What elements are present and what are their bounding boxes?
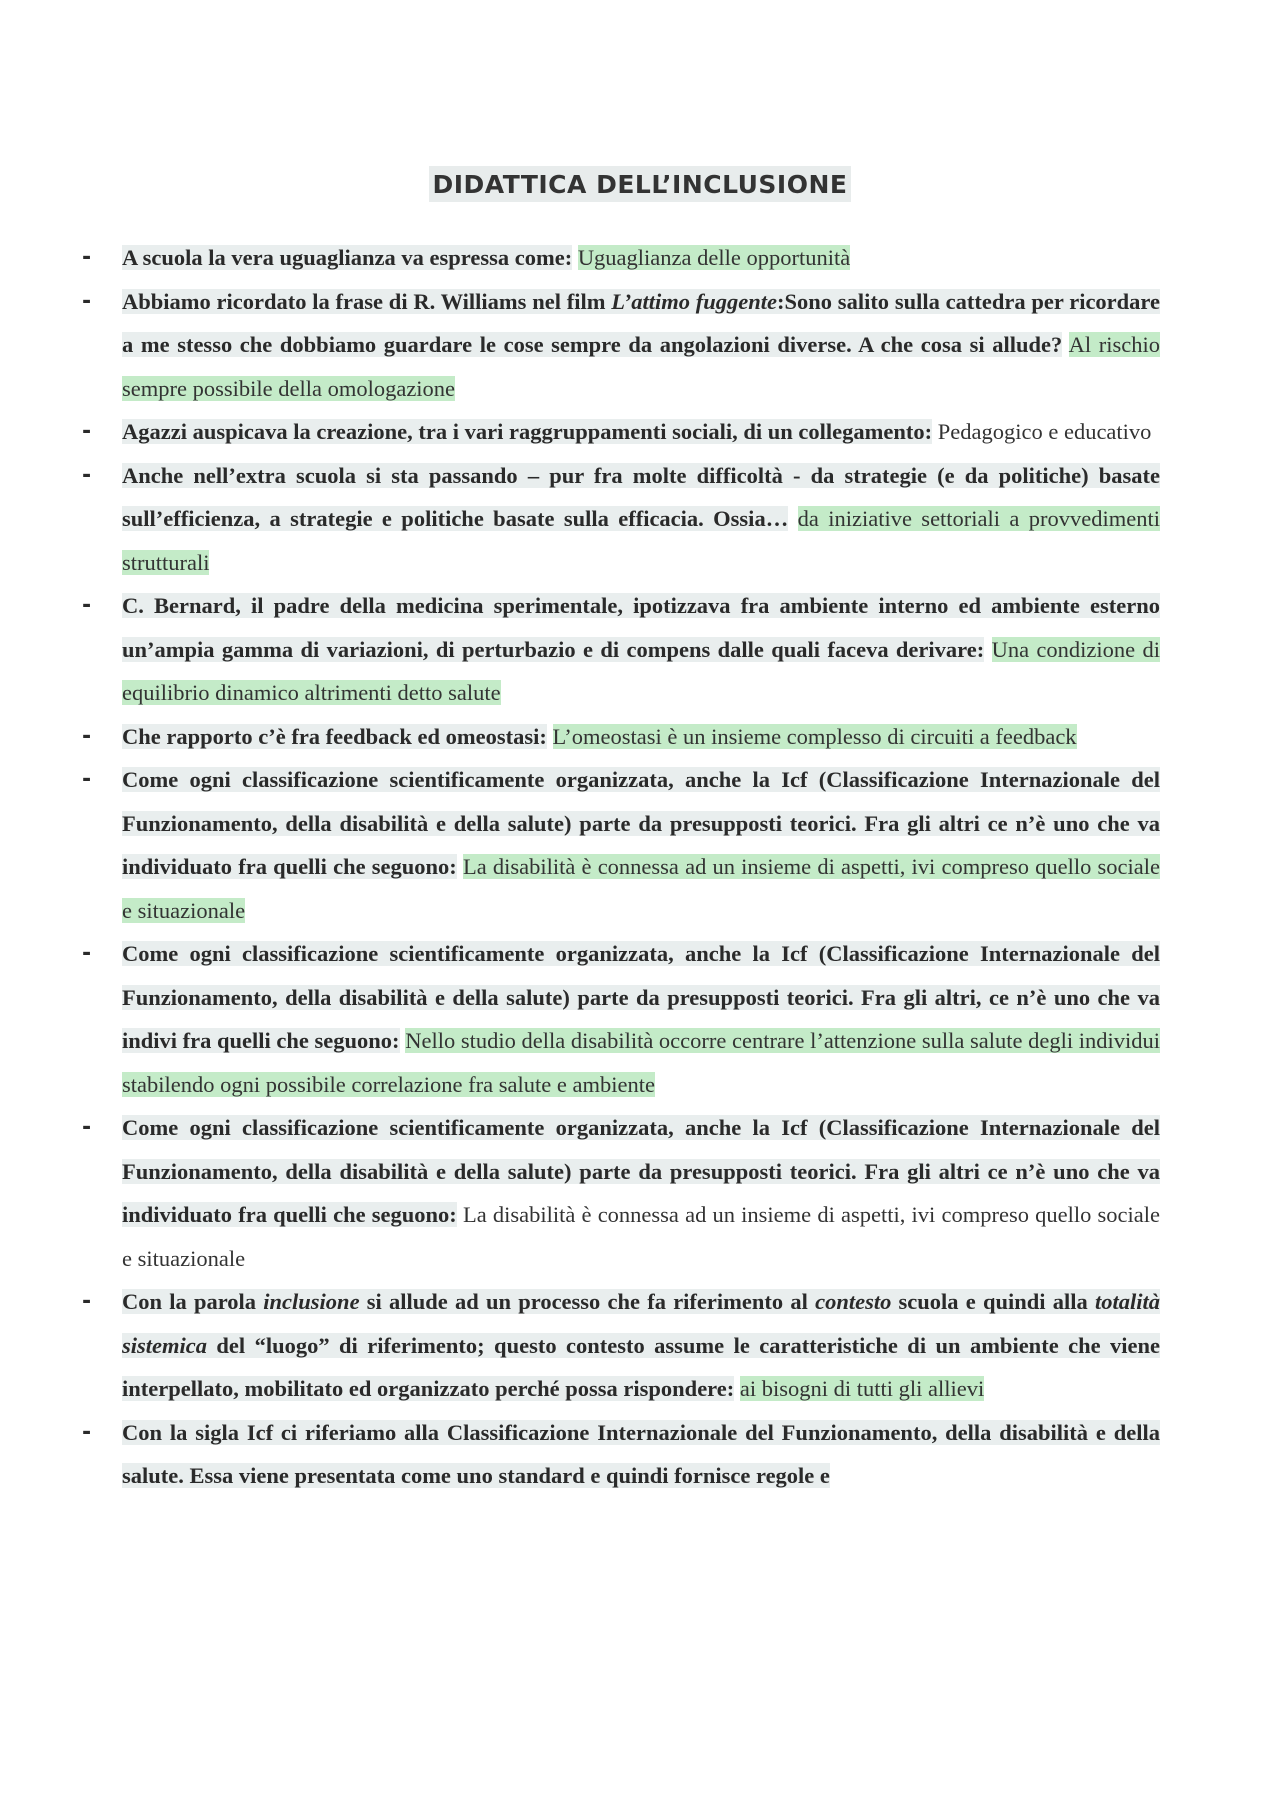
question-text: Che rapporto c’è fra feedback ed omeostasi: <box>122 723 547 749</box>
question-text: Come ogni classificazione scientificamente organizzata, anche la Icf (Classificazione Internazionale del Funzionamento, della disabilità e della salute) parte da presupposti teorici. Fra gli altri ce n’è uno che va individuato fra quelli che seguono: <box>122 767 1160 879</box>
film-title: L’attimo fuggente <box>611 288 778 314</box>
answer-text: L’omeostasi è un insieme complesso di circuiti a feedback <box>552 723 1077 749</box>
emphasis-term: inclusione <box>263 1289 360 1314</box>
answer-text: da iniziative settoriali a provvedimenti strutturali <box>122 506 1161 575</box>
answer-text: Nello studio della disabilità occorre centrare l’attenzione sulla salute degli individui stabilendo ogni possibile correlazione fra salute e ambiente <box>122 1028 1161 1097</box>
bullet-dash: - <box>82 419 92 444</box>
question-text: Come ogni classificazione scientificamente organizzata, anche la Icf (Classificazione Internazionale del Funzionamento, della disabilità e della salute) parte da presupposti teorici. Fra gli altri, ce n’è uno che va indivi fra quelli che seguono: <box>122 941 1160 1053</box>
list-item <box>0 236 1160 280</box>
bullet-dash: - <box>82 462 92 488</box>
answer-text: Pedagogico e educativo <box>937 419 1152 444</box>
bullet-dash: - <box>82 1419 92 1445</box>
bullet-dash: - <box>82 593 92 618</box>
question-part: Con la parola <box>122 1289 264 1314</box>
list-item <box>0 1106 1160 1280</box>
question-text: Come ogni classificazione scientificamente organizzata, anche la Icf (Classificazione Internazionale del Funzionamento, della disabilità e della salute) parte da presupposti teorici. Fra gli altri ce n’è uno che va individuato fra quelli che seguono: <box>122 1115 1160 1227</box>
answer-text: Uguaglianza delle opportunità <box>577 245 851 270</box>
list-item <box>0 932 1160 1106</box>
list-item <box>0 410 1160 454</box>
list-item <box>0 454 1160 585</box>
bullet-dash: - <box>82 288 92 314</box>
title-container <box>0 166 1280 202</box>
list-item <box>0 584 1160 715</box>
list-item <box>0 715 1160 759</box>
answer-text: La disabilità è connessa ad un insieme di aspetti, ivi compreso quello sociale e situazionale <box>122 1202 1161 1271</box>
question-part: del “luogo” di riferimento; questo contesto assume le caratteristiche di un ambiente che viene interpellato, mobilitato ed organizzato perché possa rispondere: <box>122 1332 1160 1401</box>
answer-text: Al rischio sempre possibile della omologazione <box>122 332 1160 401</box>
question-part: scuola e quindi alla <box>891 1289 1095 1314</box>
question-text: Con la sigla Icf ci riferiamo alla Classificazione Internazionale del Funzionamento, della disabilità e della salute. Essa viene presentata come uno standard e quindi fornisce regole e <box>122 1419 1160 1488</box>
question-text <box>122 1289 1160 1401</box>
list-item <box>0 758 1160 932</box>
list-item <box>0 280 1160 411</box>
answer-text: ai bisogni di tutti gli allievi <box>739 1376 985 1401</box>
question-text <box>122 289 1160 358</box>
question-text: Agazzi auspicava la creazione, tra i vari raggruppamenti sociali, di un collegamento: <box>122 419 933 444</box>
bullet-dash: - <box>82 941 92 966</box>
question-text: A scuola la vera uguaglianza va espressa come: <box>122 245 573 270</box>
question-part: si allude ad un processo che fa riferimento al <box>359 1289 816 1314</box>
bullet-dash: - <box>82 1115 92 1140</box>
bullet-dash: - <box>82 723 92 749</box>
emphasis-term: contesto <box>815 1289 892 1314</box>
question-text: Anche nell’extra scuola si sta passando – pur fra molte difficoltà - da strategie (e da politiche) basate sull’efficienza, a strategie e politiche basate sulla efficacia. Ossia… <box>122 462 1160 531</box>
answer-text: La disabilità è connessa ad un insieme di aspetti, ivi compreso quello sociale e situazionale <box>122 854 1161 923</box>
list-item <box>0 1280 1160 1411</box>
document-title: DIDATTICA DELL’INCLUSIONE <box>429 166 850 202</box>
list-item <box>0 1411 1160 1498</box>
question-list <box>0 236 1280 1498</box>
question-text: C. Bernard, il padre della medicina sperimentale, ipotizzava fra ambiente interno ed ambiente esterno un’ampia gamma di variazioni, di perturbazio e di compens dalle quali faceva derivare: <box>122 593 1160 662</box>
bullet-dash: - <box>82 767 92 792</box>
question-part: Abbiamo ricordato la frase di R. Williams nel film <box>122 288 612 314</box>
question-part: :Sono salito sulla cattedra per ricordare a me stesso che dobbiamo guardare le cose sempre da angolazioni diverse. A che cosa si allude? <box>122 288 1161 357</box>
emphasis-term: totalità sistemica <box>122 1289 1160 1358</box>
bullet-dash: - <box>82 1289 92 1314</box>
answer-text: Una condizione di equilibrio dinamico altrimenti detto salute <box>122 636 1161 705</box>
bullet-dash: - <box>82 245 92 270</box>
